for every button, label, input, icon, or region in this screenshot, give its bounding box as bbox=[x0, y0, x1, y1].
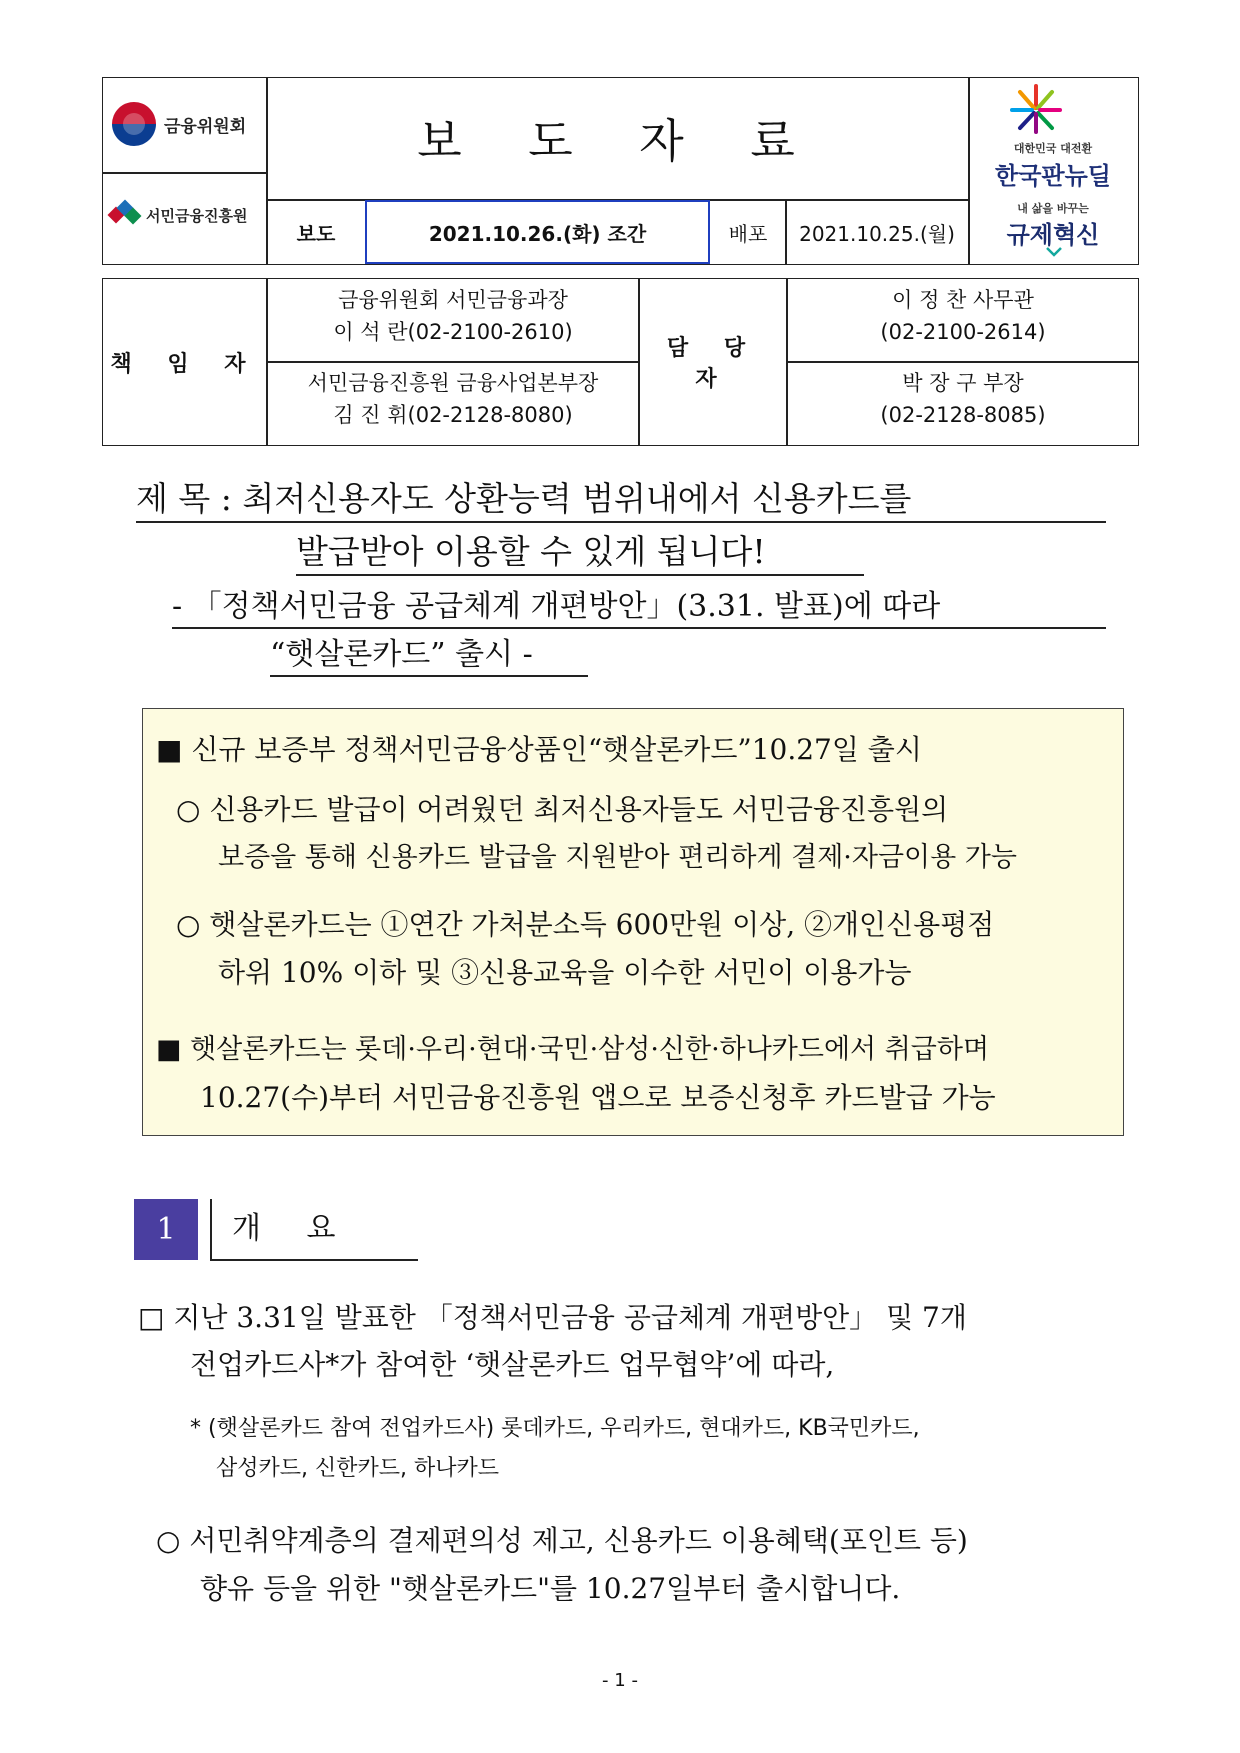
kinfa-mark-icon bbox=[110, 202, 140, 228]
kinfa-logo bbox=[110, 195, 262, 235]
contact-fsc-phone: (02-2100-2614) bbox=[880, 320, 1046, 344]
section-title: 개 요 bbox=[232, 1211, 354, 1246]
baepo-date: 2021.10.25.(월) bbox=[799, 221, 955, 246]
responsible-kinfa-name: 김 진 휘(02-2128-8080) bbox=[333, 403, 573, 427]
bodo-label: 보도 bbox=[296, 221, 336, 246]
subject-underline bbox=[136, 521, 1106, 523]
subject-underline bbox=[296, 574, 864, 576]
summary-bullet-2-line-2: 10.27(수)부터 서민금융진흥원 앱으로 보증신청후 카드발급 가능 bbox=[200, 1081, 996, 1114]
new-deal-subtitle: 대한민국 대전환 bbox=[1013, 142, 1093, 155]
responsible-label: 책 임 자 bbox=[110, 351, 260, 377]
new-deal-title: 한국판뉴딜 bbox=[995, 162, 1111, 190]
new-deal-star-icon bbox=[1006, 84, 1066, 134]
subject-line-2: 발급받아 이용할 수 있게 됩니다! bbox=[296, 532, 766, 571]
baepo-label: 배포 bbox=[728, 221, 768, 246]
contact-fsc-name: 이 정 찬 사무관 bbox=[892, 288, 1034, 312]
section-underline bbox=[210, 1259, 418, 1261]
overview-paragraph-2-line-2: 향유 등을 위한 "햇살론카드"를 10.27일부터 출시합니다. bbox=[200, 1572, 901, 1605]
new-deal-logo bbox=[970, 84, 1136, 264]
kinfa-logo-text: 서민금융진흥원 bbox=[146, 206, 248, 225]
subtitle-underline bbox=[172, 627, 1106, 629]
responsible-kinfa-title: 서민금융진흥원 금융사업본부장 bbox=[307, 371, 599, 395]
header-divider bbox=[102, 172, 267, 174]
contacts-divider bbox=[266, 361, 639, 363]
contact-fsc bbox=[788, 284, 1138, 348]
subtitle-line-1: - 「정책서민금융 공급체계 개편방안」(3.31. 발표)에 따라 bbox=[172, 589, 941, 624]
subtitle-underline bbox=[270, 675, 588, 677]
responsible-fsc-name: 이 석 란(02-2100-2610) bbox=[333, 320, 573, 344]
subject-line-1: 제 목 : 최저신용자도 상환능력 범위내에서 신용카드를 bbox=[136, 479, 912, 518]
chevron-down-icon bbox=[1045, 246, 1063, 258]
summary-item-2-line-2: 하위 10% 이하 및 ③신용교육을 이수한 서민이 이용가능 bbox=[218, 956, 912, 989]
summary-bullet-2-line-1: ■ 햇살론카드는 롯데·우리·현대·국민·삼성·신한·하나카드에서 취급하며 bbox=[156, 1034, 990, 1065]
regulation-subtitle: 내 삶을 바꾸는 bbox=[1017, 202, 1089, 215]
contact-label: 담 당 자 bbox=[666, 336, 760, 392]
bodo-date: 2021.10.26.(화) 조간 bbox=[365, 200, 710, 264]
fsc-logo bbox=[112, 98, 262, 150]
contact-kinfa bbox=[788, 367, 1138, 431]
responsible-fsc-title: 금융위원회 서민금융과장 bbox=[338, 288, 568, 312]
footnote-line-2: 삼성카드, 신한카드, 하나카드 bbox=[216, 1456, 499, 1481]
overview-paragraph-2-line-1: ○ 서민취약계층의 결제편의성 제고, 신용카드 이용혜택(포인트 등) bbox=[156, 1524, 968, 1557]
contacts-divider bbox=[786, 361, 1139, 363]
regulation-title: 규제혁신 bbox=[1006, 221, 1100, 249]
document-title: 보 도 자 료 bbox=[417, 114, 821, 168]
section-divider bbox=[210, 1199, 212, 1260]
responsible-fsc bbox=[268, 284, 638, 348]
taeguk-icon bbox=[112, 102, 156, 146]
page-number: - 1 - bbox=[602, 1670, 638, 1691]
overview-paragraph-1-line-1: □ 지난 3.31일 발표한 「정책서민금융 공급체계 개편방안」 및 7개 bbox=[138, 1301, 967, 1334]
contact-kinfa-phone: (02-2128-8085) bbox=[880, 403, 1046, 427]
summary-item-1-line-2: 보증을 통해 신용카드 발급을 지원받아 편리하게 결제·자금이용 가능 bbox=[218, 842, 1017, 873]
footnote-line-1: * (햇살론카드 참여 전업카드사) 롯데카드, 우리카드, 현대카드, KB국민카드, bbox=[190, 1416, 920, 1441]
overview-paragraph-1-line-2: 전업카드사*가 참여한 ‘햇살론카드 업무협약’에 따라, bbox=[190, 1348, 835, 1381]
responsible-kinfa bbox=[268, 367, 638, 431]
subtitle-line-2: “햇살론카드” 출시 - bbox=[270, 637, 533, 672]
summary-item-2-line-1: ○ 햇살론카드는 ①연간 가처분소득 600만원 이상, ②개인신용평점 bbox=[176, 908, 995, 941]
summary-bullet-1: ■ 신규 보증부 정책서민금융상품인“햇살론카드”10.27일 출시 bbox=[156, 733, 922, 766]
summary-item-1-line-1: ○ 신용카드 발급이 어려웠던 최저신용자들도 서민금융진흥원의 bbox=[176, 793, 949, 826]
fsc-logo-text: 금융위원회 bbox=[164, 116, 247, 137]
section-number: 1 bbox=[134, 1199, 198, 1260]
contact-kinfa-name: 박 장 구 부장 bbox=[902, 371, 1024, 395]
